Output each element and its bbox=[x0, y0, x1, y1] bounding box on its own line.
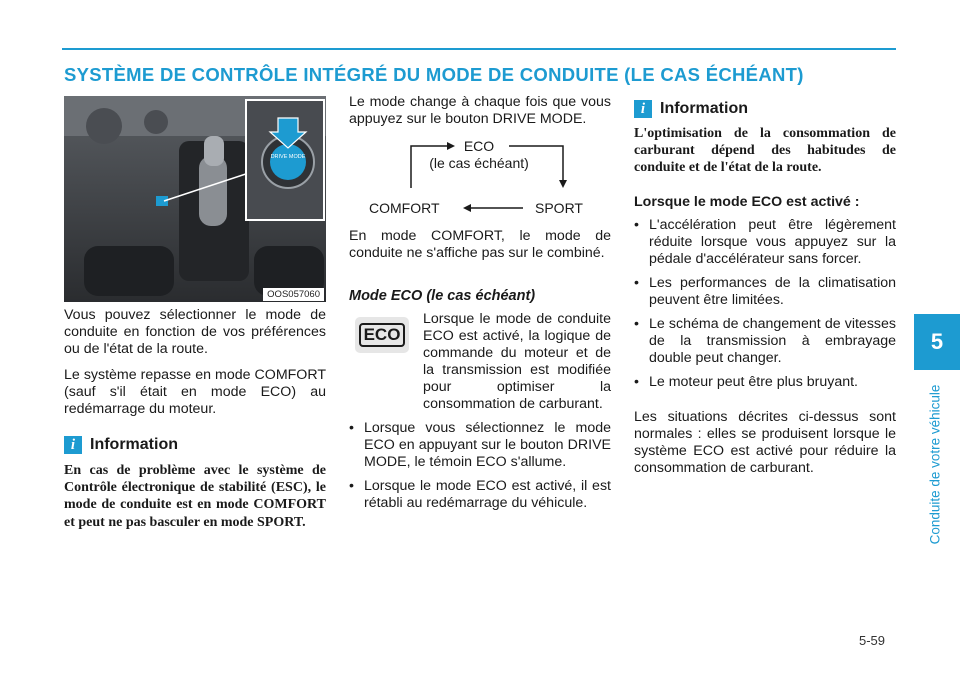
col1-info-text: En cas de problème avec le système de Contrôle électronique de stabilité (ESC), le mode de conduite est en mode COMFORT et peut ne pas basculer en mode SPORT. bbox=[64, 463, 326, 530]
eco-block bbox=[349, 311, 611, 413]
column-1 bbox=[64, 307, 326, 531]
diagram-eco-sub: (le cas échéant) bbox=[429, 155, 529, 171]
col3-info-header: i Information bbox=[634, 100, 896, 118]
col3-bullet-3: • Le schéma de changement de vitesses de la transmission à embrayage double peut changer. bbox=[634, 316, 896, 367]
eco-indicator-icon: ECO bbox=[355, 317, 409, 353]
mode-cycle-diagram bbox=[349, 138, 611, 220]
col2-para-3: Lorsque le mode de conduite ECO est activé, la logique de commande du moteur et de la transmission est modifiée pour optimiser la consommation de carburant. bbox=[423, 311, 611, 412]
header-rule bbox=[62, 48, 896, 50]
console-illustration bbox=[64, 96, 326, 302]
col3-bullet-4: • Le moteur peut être plus bruyant. bbox=[634, 374, 896, 391]
diagram-eco: ECO bbox=[463, 138, 495, 154]
col3-bullet-1: • L'accélération peut être légèrement réduite lorsque vous appuyez sur la pédale d'accélérateur sans forcer. bbox=[634, 217, 896, 268]
info-icon: i bbox=[64, 436, 82, 454]
col3-info-text: L'optimisation de la consommation de carburant dépend des habitudes de conduite et de l'état de la route. bbox=[634, 126, 896, 176]
drive-mode-photo bbox=[64, 96, 326, 302]
eco-active-heading: Lorsque le mode ECO est activé : bbox=[634, 193, 860, 210]
page-number: 5-59 bbox=[859, 633, 886, 648]
col2-para-1: Le mode change à chaque fois que vous appuyez sur le bouton DRIVE MODE. bbox=[349, 94, 611, 127]
column-3 bbox=[634, 100, 896, 477]
chapter-side-label: Conduite de votre véhicule bbox=[927, 384, 943, 544]
drive-mode-button-text: DRIVE MODE bbox=[270, 154, 306, 160]
chapter-tab: 5 bbox=[914, 314, 960, 370]
col1-para-1: Vous pouvez sélectionner le mode de conduite en fonction de vos préférences ou de l'état de la route. bbox=[64, 307, 326, 357]
col2-para-2: En mode COMFORT, le mode de conduite ne s'affiche pas sur le combiné. bbox=[349, 228, 611, 261]
diagram-sport: SPORT bbox=[535, 200, 583, 216]
photo-code: OOS057060 bbox=[263, 288, 324, 301]
col2-bullet-2: • Lorsque le mode ECO est activé, il est rétabli au redémarrage du véhicule. bbox=[349, 478, 611, 512]
eco-mode-heading: Mode ECO (le cas échéant) bbox=[349, 288, 536, 304]
col1-info-header: i Information bbox=[64, 436, 326, 454]
col3-bullet-2: • Les performances de la climatisation peuvent être limitées. bbox=[634, 275, 896, 309]
info-icon: i bbox=[634, 100, 652, 118]
col3-para-end: Les situations décrites ci-dessus sont normales : elles se produisent lorsque le système ECO est activé pour réduire la consommation de carburant. bbox=[634, 408, 896, 476]
diagram-comfort: COMFORT bbox=[369, 200, 440, 216]
column-2 bbox=[349, 94, 611, 512]
col1-para-2: Le système repasse en mode COMFORT (sauf s'il était en mode ECO) au redémarrage du moteur. bbox=[64, 367, 326, 417]
col2-bullet-1: • Lorsque vous sélectionnez le mode ECO en appuyant sur le bouton DRIVE MODE, le témoin ECO s'allume. bbox=[349, 420, 611, 471]
page-title: SYSTÈME DE CONTRÔLE INTÉGRÉ DU MODE DE CONDUITE (LE CAS ÉCHÉANT) bbox=[64, 64, 804, 85]
